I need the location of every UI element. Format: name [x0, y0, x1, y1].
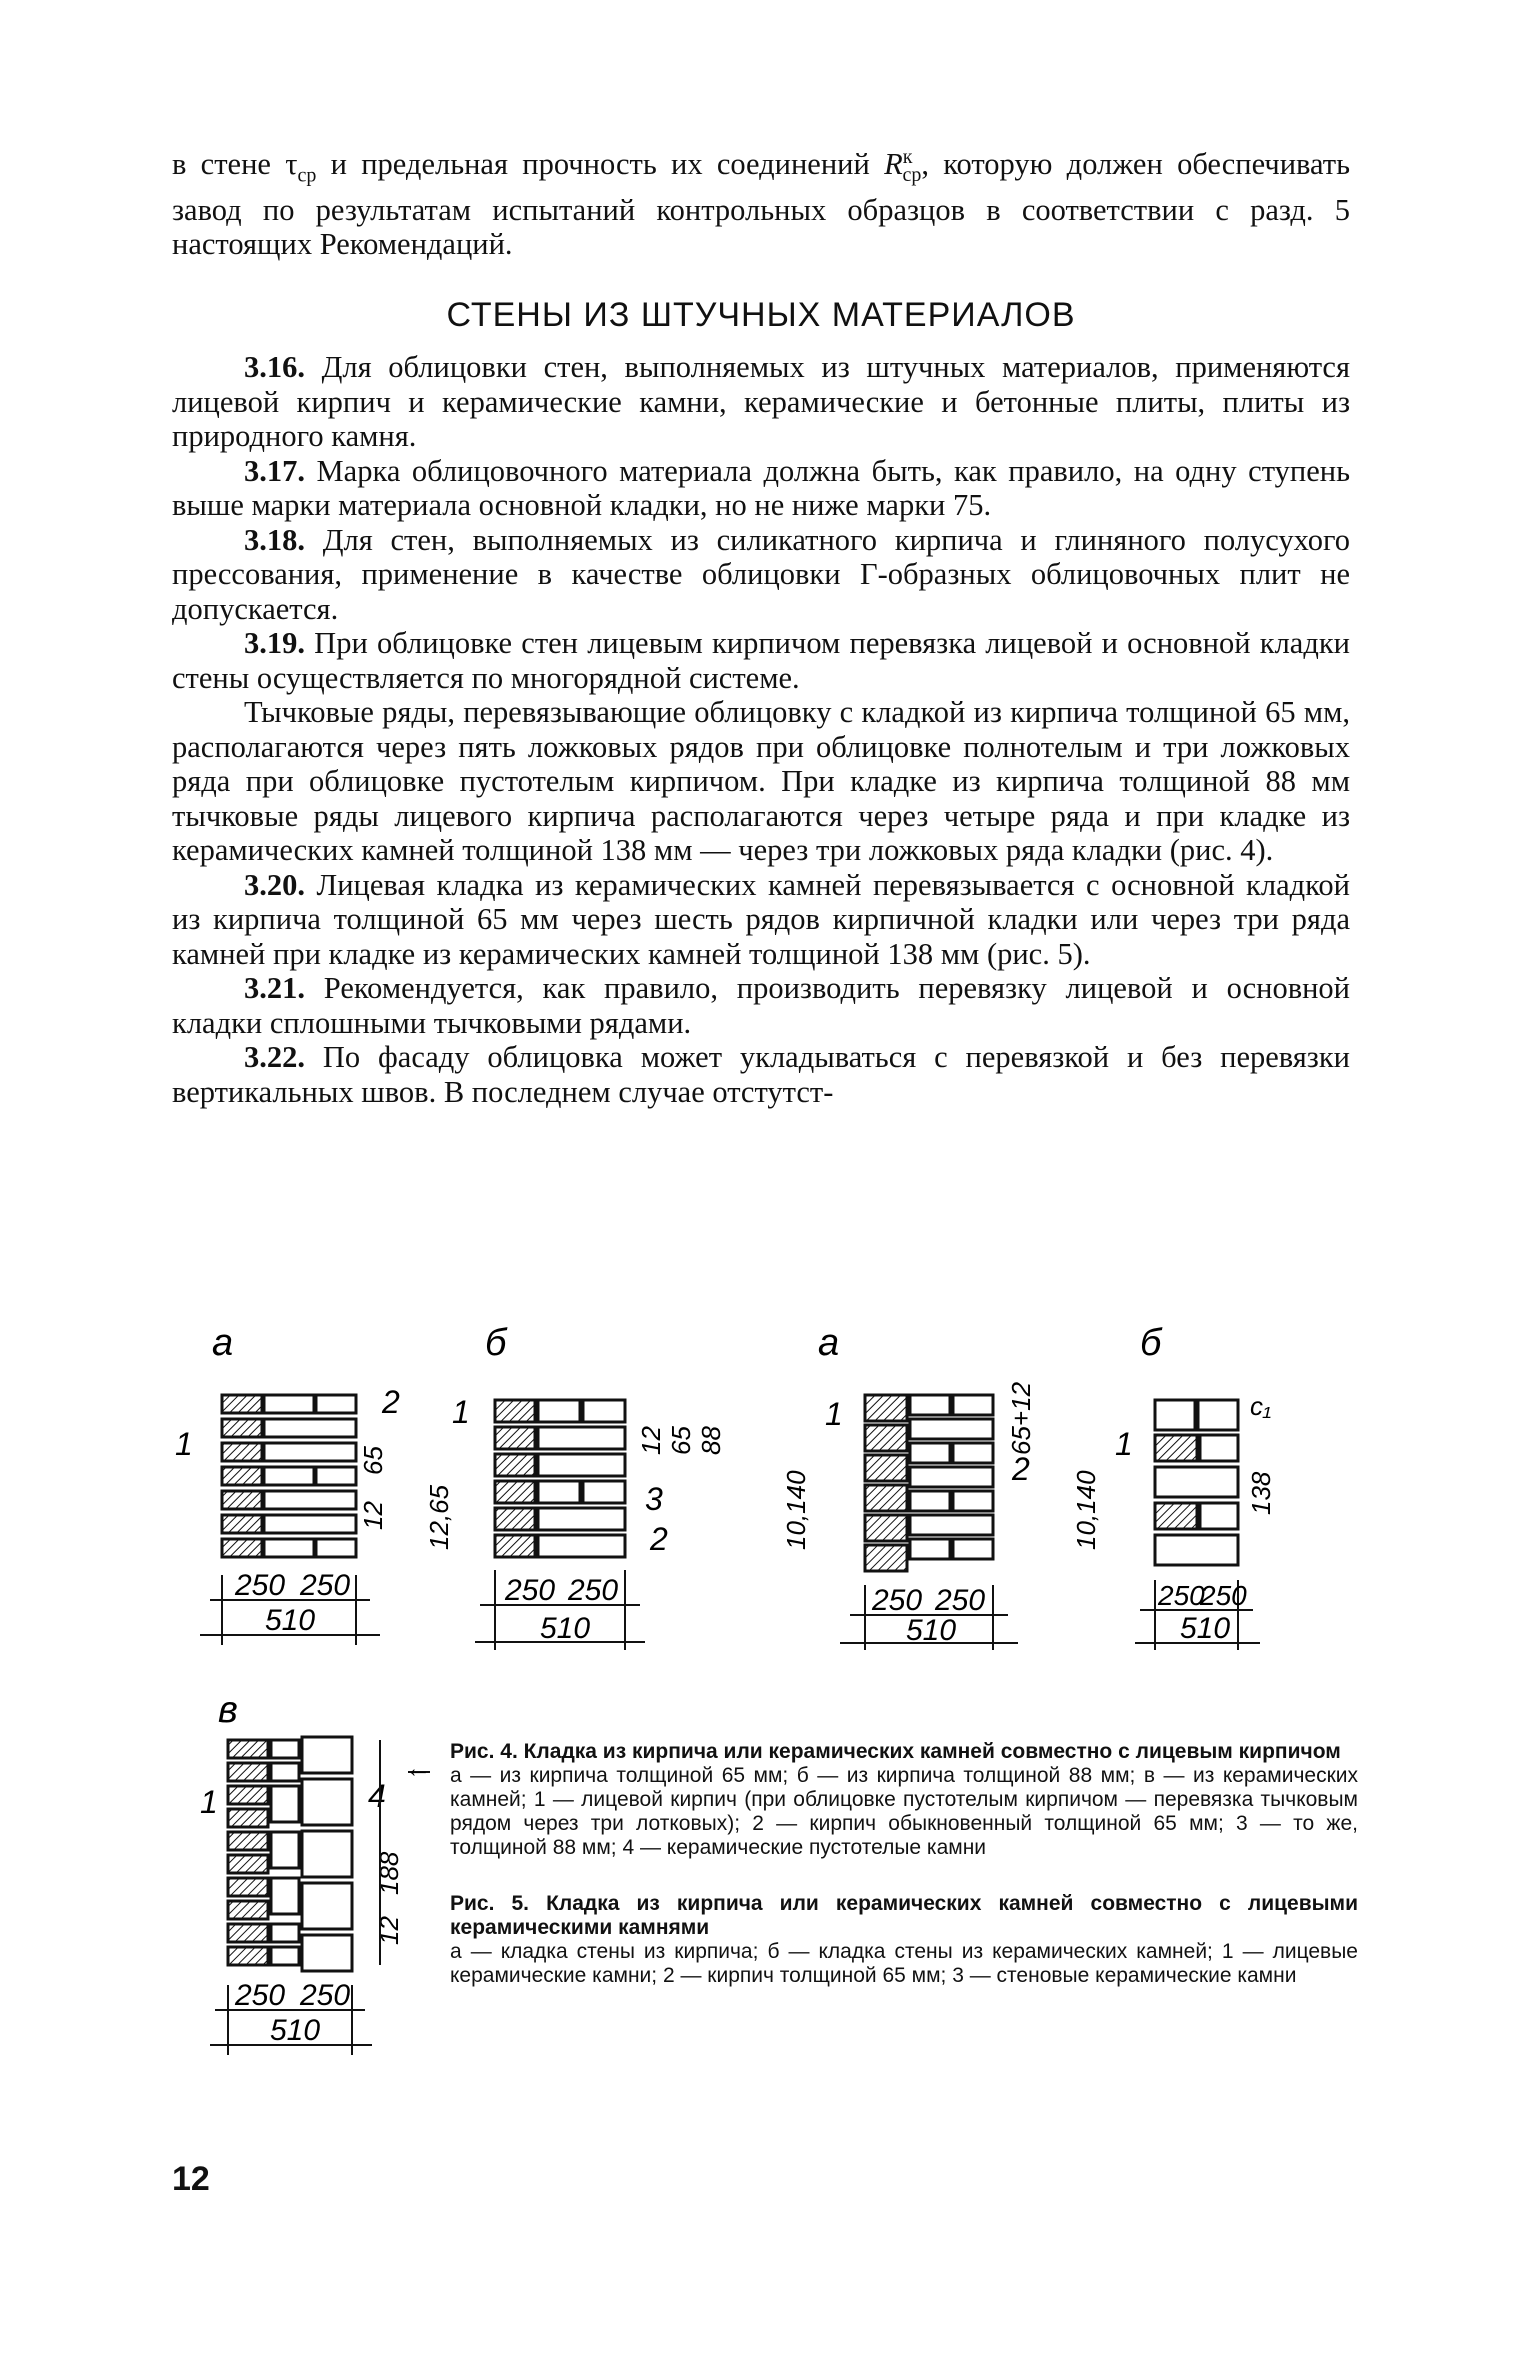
fig-label-a: а: [212, 1322, 234, 1364]
dim-250: 250: [1158, 1580, 1205, 1611]
intro-paragraph: [172, 140, 1350, 262]
caption-fig5-title: Рис. 5. Кладка из кирпича или керамических камней совместно с лицевыми керамическими камнями: [450, 1892, 1358, 1939]
fig-label-c: в: [218, 1689, 238, 1731]
para-text: Для стен, выполняемых из силикатного кирпича и глиняного полусухого прессования, применение в качестве облицовки Г-образных облицовочных плит не допускается.: [172, 522, 1350, 626]
para-num: 3.21.: [244, 971, 305, 1005]
body-text: [172, 350, 1350, 1109]
dim-250: 250: [935, 1584, 986, 1617]
callout-1: 1: [1115, 1426, 1133, 1462]
para-num: 3.22.: [244, 1040, 305, 1074]
dim-12: 12: [374, 1916, 404, 1945]
paragraph-3-17: [172, 454, 1350, 523]
callout-2: 2: [650, 1521, 668, 1557]
dim-65-12: 65+12: [1006, 1381, 1036, 1455]
callout-2: 2: [1012, 1451, 1030, 1487]
fig4a-wall: [222, 1395, 356, 1557]
dim-12: 12: [636, 1426, 666, 1455]
fig5-label-a: а: [818, 1322, 840, 1364]
fig5-label-b: б: [1140, 1322, 1162, 1364]
dim-250: 250: [235, 1569, 286, 1602]
fig5b-wall: [1155, 1400, 1238, 1565]
dim-510: 510: [265, 1604, 316, 1637]
para-text: При облицовке стен лицевым кирпичом перевязка лицевой и основной кладки стены осуществляется по многорядной системе.: [172, 626, 1350, 695]
intro-r-sub: ср: [902, 164, 922, 187]
dim-250: 250: [505, 1574, 556, 1607]
paragraph-3-16: [172, 350, 1350, 454]
paragraph-3-22: [172, 1040, 1350, 1109]
dim-510: 510: [540, 1612, 591, 1645]
dim-c1: с₁: [1250, 1391, 1272, 1421]
para-text: Марка облицовочного материала должна быть, как правило, на одну ступень выше марки материала основной кладки, но не ниже марки 75.: [172, 453, 1350, 522]
caption-fig4: [450, 1740, 1358, 1860]
para-num: 3.17.: [244, 453, 305, 488]
intro-r-symbol: R: [884, 147, 903, 182]
fig4b-wall: [495, 1400, 625, 1557]
caption-fig4-title: Рис. 4. Кладка из кирпича или керамических камней совместно с лицевым кирпичом: [450, 1740, 1341, 1763]
dim-250: 250: [568, 1574, 619, 1607]
dim-510: 510: [270, 2014, 321, 2047]
dim-12-65: 12,65: [424, 1484, 454, 1550]
para-num: 3.19.: [244, 626, 305, 660]
dim-250: 250: [1200, 1580, 1247, 1611]
intro-text: [172, 140, 1350, 262]
callout-1: 1: [452, 1394, 470, 1430]
callout-1: 1: [825, 1396, 843, 1432]
dim-250: 250: [235, 1979, 286, 2012]
dim-510: 510: [906, 1614, 957, 1647]
para-text: Для облицовки стен, выполняемых из штучных материалов, применяются лицевой кирпич и керамические камни, керамические и бетонные плиты, плиты из природного камня.: [172, 350, 1350, 453]
caption-fig5-body: а — кладка стены из кирпича; б — кладка стены из керамических камней; 1 — лицевые керамические камни; 2 — кирпич толщиной 65 мм; 3 — стеновые керамические камни: [450, 1940, 1358, 1987]
para-text: Рекомендуется, как правило, производить перевязку лицевой и основной кладки сплошными тычковыми рядами.: [172, 971, 1350, 1040]
dim-510: 510: [1180, 1612, 1231, 1645]
dim-10-140: 10,140: [781, 1470, 811, 1550]
para-text: Лицевая кладка из керамических камней перевязывается с основной кладкой из кирпича толщиной 65 мм через шесть рядов кирпичной кладки или через три ряда камней при кладке из керамических камней толщиной 138 мм (рис. 5).: [172, 867, 1350, 971]
intro-part: , которую должен обеспечивать завод по результатам испытаний контрольных образцов в соответствии с разд. 5 настоящих Рекомендаций.: [172, 147, 1351, 262]
dim-88: 88: [696, 1426, 726, 1455]
callout-1: 1: [200, 1784, 218, 1820]
callout-4: 4: [368, 1778, 386, 1814]
dim-138: 138: [1246, 1471, 1276, 1515]
intro-sub: ср: [297, 164, 317, 187]
intro-r-sup: к: [902, 146, 913, 168]
dim-250: 250: [300, 1569, 351, 1602]
caption-fig5: [450, 1892, 1358, 1988]
dim-65: 65: [358, 1446, 388, 1475]
dim-250: 250: [300, 1979, 351, 2012]
paragraph-3-19-cont: [172, 695, 1350, 868]
para-num: 3.16.: [244, 350, 305, 384]
paragraph-3-20: [172, 868, 1350, 972]
dim-10-140: 10,140: [1071, 1470, 1101, 1550]
paragraph-3-19: [172, 626, 1350, 695]
dim-12: 12: [358, 1501, 388, 1530]
figure-captions: [450, 1740, 1358, 2020]
intro-part: в стене τ: [172, 147, 298, 182]
page-number: 12: [172, 2160, 210, 2198]
para-text: Тычковые ряды, перевязывающие облицовку с кладкой из кирпича толщиной 65 мм, располагаются через пять ложковых рядов при облицовке полнотелым и три ложковых ряда при облицовке пустотелым кирпичом. При кладке из кирпича толщиной 88 мм тычковые ряды лицевого кирпича располагаются через четыре ряда и при кладке из керамических камней толщиной 138 мм — через три ложковых ряда кладки (рис. 4).: [172, 695, 1350, 867]
dim-250: 250: [872, 1584, 923, 1617]
dim-65: 65: [666, 1426, 696, 1455]
para-text: По фасаду облицовка может укладываться с перевязкой и без перевязки вертикальных швов. В последнем случае отстутст-: [172, 1040, 1350, 1109]
dim-188: 188: [374, 1851, 404, 1895]
paragraph-3-21: [172, 971, 1350, 1040]
intro-part: и предельная прочность их соединений: [316, 147, 885, 182]
caption-fig4-body: а — из кирпича толщиной 65 мм; б — из кирпича толщиной 88 мм; в — из керамических камней; 1 — лицевой кирпич (при облицовке пустотелым кирпичом — перевязка тычковым рядом через три лотковых); 2 — кирпич обыкновенный толщиной 65 мм; 3 — то же, толщиной 88 мм; 4 — керамические пустотелые камни: [450, 1764, 1358, 1859]
callout-1: 1: [175, 1426, 193, 1462]
para-num: 3.18.: [244, 522, 305, 557]
fig5a-wall: [865, 1395, 993, 1571]
para-num: 3.20.: [244, 867, 305, 902]
callout-2: 2: [382, 1384, 400, 1420]
fig-label-b: б: [485, 1322, 507, 1364]
callout-3: 3: [645, 1481, 663, 1517]
section-heading: СТЕНЫ ИЗ ШТУЧНЫХ МАТЕРИАЛОВ: [446, 296, 1076, 334]
paragraph-3-18: [172, 523, 1350, 627]
fig4c-wall: [228, 1737, 352, 1971]
arrow-left-icon: ←: [405, 1753, 431, 1783]
